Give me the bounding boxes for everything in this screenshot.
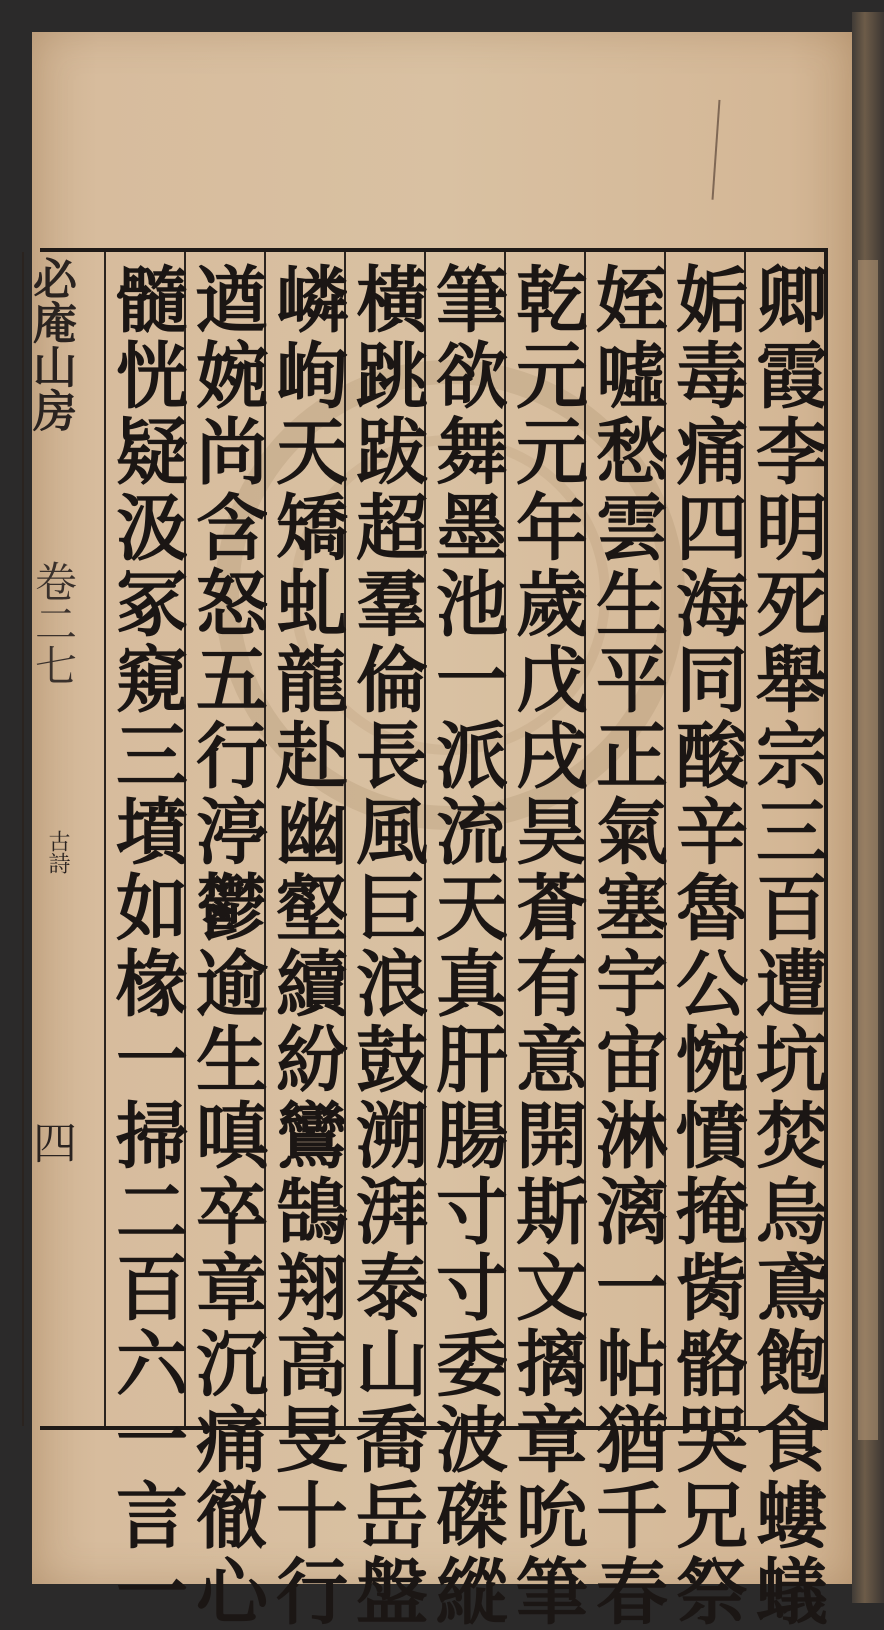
text-column-4-content: 乾元元年歲戊戌昊蒼有意開斯文摛章吮筆 [504, 262, 589, 1630]
text-column-6 [344, 252, 429, 1630]
text-column-8-content: 遒婉尚含怒五行渟鬱逾生嗔卒章沉痛徹心 [184, 262, 269, 1630]
margin-section-label: 古詩 [45, 830, 70, 874]
text-column-7 [264, 252, 349, 1630]
text-column-4 [504, 252, 589, 1630]
text-column-9-content: 髓恍疑汲冢窺三墳如椽一掃二百六一言一 [104, 262, 189, 1630]
text-column-5 [424, 252, 509, 1630]
text-column-8 [184, 252, 269, 1630]
margin-book-title: 必庵山房 [25, 256, 76, 432]
text-column-1 [744, 252, 829, 1630]
text-column-7-content: 嶙峋天矯虬龍赴幽壑續紛鸞鵠翔高旻十行 [264, 262, 349, 1630]
margin-volume-number: 卷二七 [29, 560, 78, 686]
text-column-3 [584, 252, 669, 1630]
text-column-9 [104, 252, 189, 1630]
text-column-2-content: 姤毒痛四海同酸辛魯公惋憤掩胔骼哭兄祭 [664, 262, 749, 1630]
next-page-edge [858, 260, 878, 1440]
text-column-6-content: 橫跳跋超羣倫長風巨浪鼓溯湃泰山喬岳盤 [344, 262, 429, 1630]
text-column-1-content: 卿霞李明死舉宗三百遭坑焚烏鳶飽食螻蟻 [744, 262, 829, 1630]
margin-page-number: 四 [25, 1120, 76, 1164]
text-column-2 [664, 252, 749, 1630]
text-column-3-content: 姪噓愁雲生平正氣塞宇宙淋漓一帖猶千春 [584, 262, 669, 1630]
text-column-5-content: 筆欲舞墨池一派流天真肝腸寸寸委波磔縱 [424, 262, 509, 1630]
